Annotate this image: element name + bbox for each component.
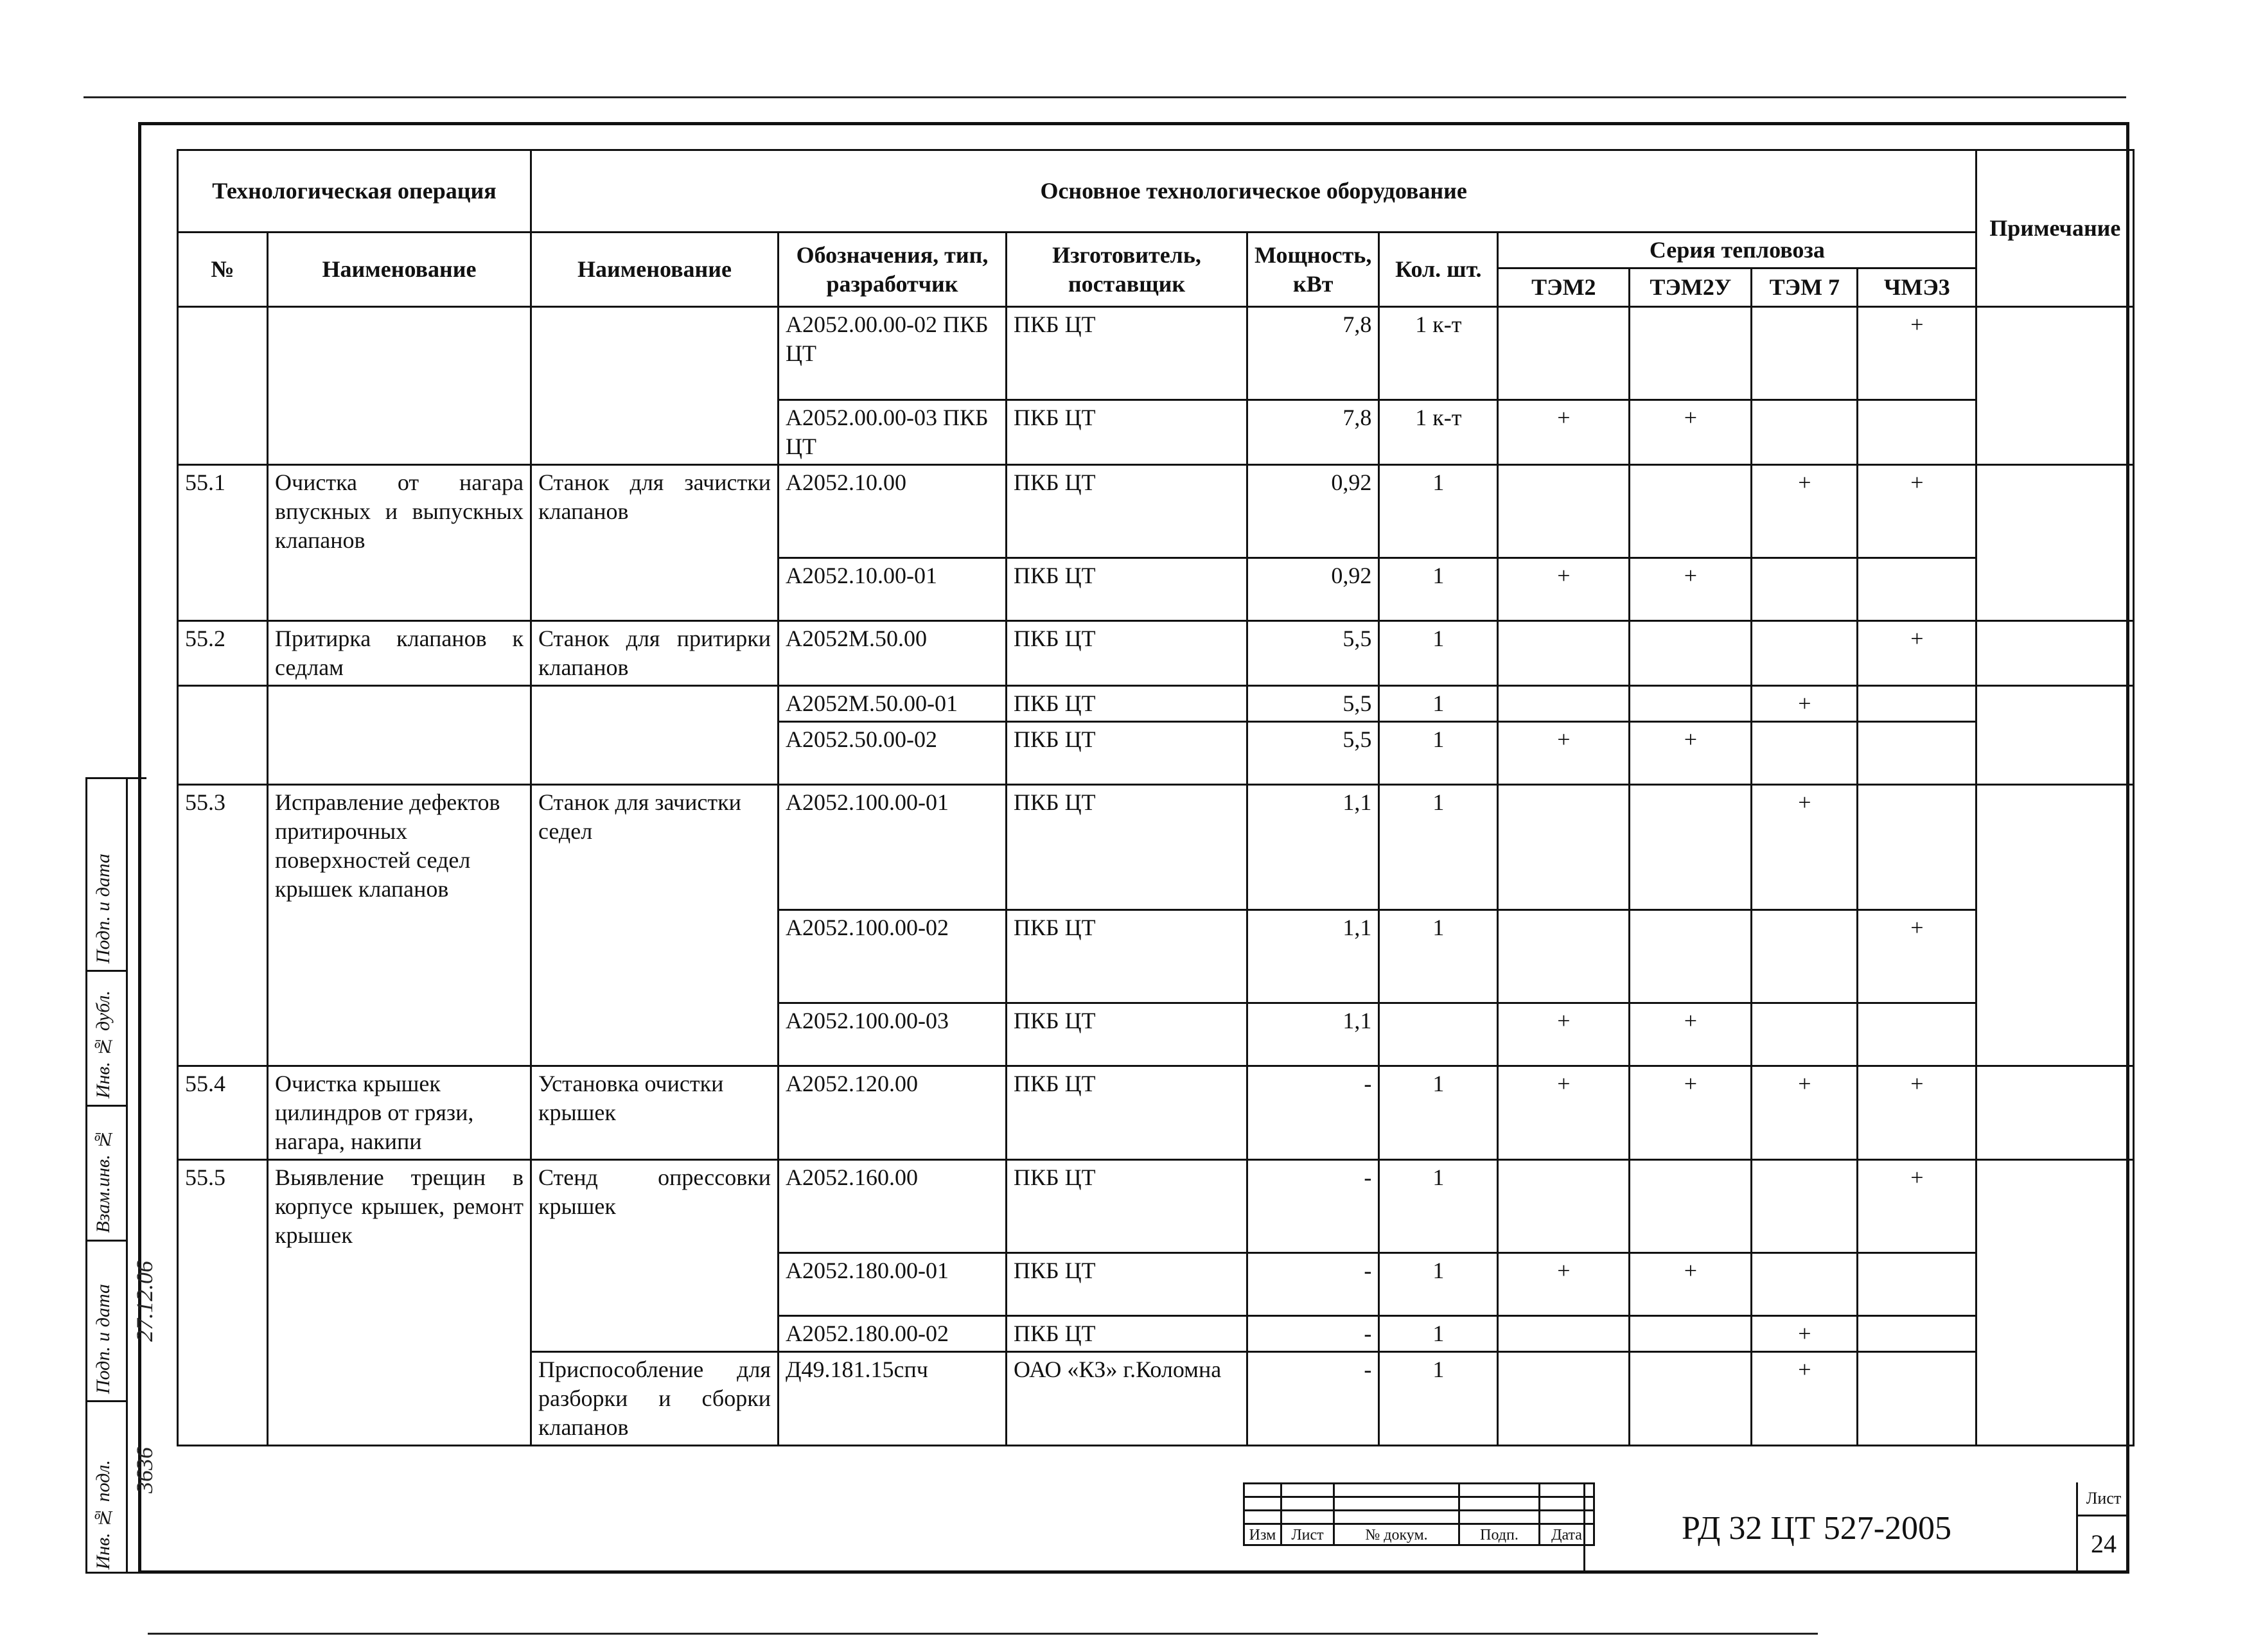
quantity-cell: 1 xyxy=(1379,686,1498,722)
series-mark-cell xyxy=(1498,910,1630,1003)
equipment-cell: Установка очистки крышек xyxy=(531,1066,779,1160)
number-cell: 55.3 xyxy=(178,785,268,1066)
quantity-header: Кол. шт. xyxy=(1379,233,1498,307)
equipment-cell: Станок для зачистки седел xyxy=(531,785,779,1066)
quantity-cell: 1 xyxy=(1379,785,1498,910)
bottom-rule xyxy=(148,1633,1818,1635)
power-cell: - xyxy=(1247,1352,1379,1446)
series-mark-cell: + xyxy=(1630,400,1752,465)
operation-cell xyxy=(268,307,531,465)
equipment-cell: Станок для зачистки клапанов xyxy=(531,465,779,621)
quantity-cell: 1 xyxy=(1379,558,1498,621)
stamp-label-date: Дата xyxy=(1540,1524,1594,1545)
designation-cell: А2052.180.00-02 xyxy=(779,1316,1007,1352)
note-cell xyxy=(1976,1066,2134,1160)
handwritten-date: 27.12.06 xyxy=(132,1261,157,1342)
series-mark-cell: + xyxy=(1498,558,1630,621)
title-block xyxy=(1243,1482,2129,1574)
top-rule xyxy=(84,96,2126,98)
series-mark-cell: + xyxy=(1858,465,1976,558)
designation-cell: А2052.120.00 xyxy=(779,1066,1007,1160)
manufacturer-cell: ПКБ ЦТ xyxy=(1007,558,1247,621)
quantity-cell: 1 xyxy=(1379,465,1498,558)
operation-cell xyxy=(268,686,531,785)
power-cell: 5,5 xyxy=(1247,621,1379,686)
power-header: Мощность, кВт xyxy=(1247,233,1379,307)
manufacturer-cell: ПКБ ЦТ xyxy=(1007,465,1247,558)
series-mark-cell xyxy=(1752,910,1858,1003)
manufacturer-cell: ПКБ ЦТ xyxy=(1007,1316,1247,1352)
equipment-cell: Станок для притирки клапанов xyxy=(531,621,779,686)
power-cell: 1,1 xyxy=(1247,1003,1379,1066)
quantity-cell: 1 xyxy=(1379,621,1498,686)
side-cell-sign-date-top xyxy=(87,779,126,972)
side-label-replace-inventory: Взам.инв. № xyxy=(92,1129,114,1233)
manufacturer-cell: ПКБ ЦТ xyxy=(1007,910,1247,1003)
quantity-cell: 1 xyxy=(1379,1352,1498,1446)
series-mark-cell xyxy=(1752,621,1858,686)
note-cell xyxy=(1976,785,2134,1066)
stamp-label-change: Изм xyxy=(1244,1524,1281,1545)
series-mark-cell xyxy=(1630,307,1752,400)
series-mark-cell xyxy=(1630,785,1752,910)
series-mark-cell: + xyxy=(1630,722,1752,785)
series-mark-cell: + xyxy=(1752,465,1858,558)
series-mark-cell xyxy=(1630,465,1752,558)
designation-cell: А2052.160.00 xyxy=(779,1160,1007,1253)
series-mark-cell: + xyxy=(1858,621,1976,686)
sheet-number: 24 xyxy=(2091,1529,2117,1558)
power-cell: 0,92 xyxy=(1247,465,1379,558)
designation-cell: А2052.100.00-02 xyxy=(779,910,1007,1003)
number-cell: 55.4 xyxy=(178,1066,268,1160)
power-cell: - xyxy=(1247,1066,1379,1160)
manufacturer-cell: ПКБ ЦТ xyxy=(1007,1003,1247,1066)
series-mark-cell: + xyxy=(1630,1003,1752,1066)
series-mark-cell: + xyxy=(1630,1253,1752,1316)
series-mark-cell xyxy=(1630,1352,1752,1446)
series-mark-cell xyxy=(1752,400,1858,465)
quantity-cell: 1 xyxy=(1379,1316,1498,1352)
number-cell xyxy=(178,307,268,465)
series-header: Серия тепловоза xyxy=(1498,233,1976,268)
quantity-cell: 1 xyxy=(1379,1253,1498,1316)
operation-cell: Исправление дефектов притирочных поверхностей седел крышек клапанов xyxy=(268,785,531,1066)
series-mark-cell: + xyxy=(1630,1066,1752,1160)
series-mark-cell: + xyxy=(1752,1352,1858,1446)
table-row xyxy=(178,307,2134,400)
series-mark-cell: + xyxy=(1858,910,1976,1003)
equipment-cell xyxy=(531,686,779,785)
equipment-name-header: Наименование xyxy=(531,233,779,307)
manufacturer-cell: ПКБ ЦТ xyxy=(1007,785,1247,910)
table-row xyxy=(178,785,2134,910)
side-label-sign-date: Подп. и дата xyxy=(92,1283,114,1394)
side-label-original-inventory: Инв. № подл. xyxy=(92,1459,114,1569)
series-mark-cell: + xyxy=(1630,558,1752,621)
stamp-label-sheet: Лист xyxy=(1281,1524,1334,1545)
series-mark-cell xyxy=(1858,1003,1976,1066)
equipment-cell: Приспособление для разборки и сборки клапанов xyxy=(531,1352,779,1446)
series-tem2u-header: ТЭМ2У xyxy=(1630,268,1752,307)
stamp-label-doc-number: № докум. xyxy=(1334,1524,1459,1545)
number-cell: 55.1 xyxy=(178,465,268,621)
series-mark-cell xyxy=(1752,1253,1858,1316)
power-cell: 7,8 xyxy=(1247,307,1379,400)
table-row xyxy=(178,1160,2134,1253)
series-mark-cell xyxy=(1858,558,1976,621)
number-cell: 55.2 xyxy=(178,621,268,686)
handwritten-inventory-number: 3636 xyxy=(132,1447,157,1493)
document-number: РД 32 ЦТ 527-2005 xyxy=(1583,1482,2048,1574)
series-mark-cell: + xyxy=(1858,307,1976,400)
series-mark-cell: + xyxy=(1752,1316,1858,1352)
power-cell: 5,5 xyxy=(1247,722,1379,785)
quantity-cell: 1 xyxy=(1379,722,1498,785)
manufacturer-cell: ПКБ ЦТ xyxy=(1007,722,1247,785)
side-cell-dup-inventory xyxy=(87,972,126,1107)
designation-cell: А2052.50.00-02 xyxy=(779,722,1007,785)
series-mark-cell: + xyxy=(1498,1066,1630,1160)
note-cell xyxy=(1976,1160,2134,1446)
series-mark-cell xyxy=(1858,785,1976,910)
power-cell: - xyxy=(1247,1316,1379,1352)
series-mark-cell xyxy=(1858,400,1976,465)
side-cell-replace-inventory xyxy=(87,1107,126,1242)
manufacturer-cell: ПКБ ЦТ xyxy=(1007,1160,1247,1253)
quantity-cell: 1 к-т xyxy=(1379,400,1498,465)
sheet-box xyxy=(2076,1482,2129,1574)
side-divider xyxy=(126,779,128,1572)
table-row xyxy=(178,621,2134,686)
designation-cell: А2052.100.00-03 xyxy=(779,1003,1007,1066)
side-cell-sign-date xyxy=(87,1242,126,1402)
series-mark-cell xyxy=(1630,1160,1752,1253)
note-header: Примечание xyxy=(1976,150,2134,307)
manufacturer-cell: ПКБ ЦТ xyxy=(1007,307,1247,400)
equipment-cell: Стенд опрессовки крышек xyxy=(531,1160,779,1352)
manufacturer-cell: ПКБ ЦТ xyxy=(1007,1066,1247,1160)
series-mark-cell xyxy=(1752,1160,1858,1253)
designation-cell: А2052.100.00-01 xyxy=(779,785,1007,910)
manufacturer-header: Изготовитель, поставщик xyxy=(1007,233,1247,307)
note-cell xyxy=(1976,307,2134,465)
designation-header: Обозначения, тип, разработчик xyxy=(779,233,1007,307)
side-cell-original-inventory xyxy=(87,1402,126,1576)
series-mark-cell xyxy=(1498,1160,1630,1253)
operation-cell: Притирка клапанов к седлам xyxy=(268,621,531,686)
series-mark-cell xyxy=(1630,910,1752,1003)
power-cell: - xyxy=(1247,1253,1379,1316)
operation-cell: Очистка от нагара впускных и выпускных клапанов xyxy=(268,465,531,621)
manufacturer-cell: ОАО «КЗ» г.Коломна xyxy=(1007,1352,1247,1446)
manufacturer-cell: ПКБ ЦТ xyxy=(1007,400,1247,465)
series-mark-cell xyxy=(1630,1316,1752,1352)
series-mark-cell: + xyxy=(1498,1003,1630,1066)
designation-cell: А2052.00.00-02 ПКБ ЦТ xyxy=(779,307,1007,400)
note-cell xyxy=(1976,465,2134,621)
table-row xyxy=(178,1066,2134,1160)
number-cell xyxy=(178,686,268,785)
series-mark-cell xyxy=(1630,686,1752,722)
power-cell: 1,1 xyxy=(1247,910,1379,1003)
equipment-group-header: Основное технологическое оборудование xyxy=(531,150,1976,233)
series-tem2-header: ТЭМ2 xyxy=(1498,268,1630,307)
series-mark-cell xyxy=(1498,621,1630,686)
designation-cell: Д49.181.15спч xyxy=(779,1352,1007,1446)
note-cell xyxy=(1976,621,2134,686)
series-mark-cell xyxy=(1858,1253,1976,1316)
side-signature-strip xyxy=(85,777,157,1574)
series-mark-cell xyxy=(1858,1316,1976,1352)
series-mark-cell: + xyxy=(1752,785,1858,910)
series-mark-cell xyxy=(1752,722,1858,785)
power-cell: - xyxy=(1247,1160,1379,1253)
series-mark-cell xyxy=(1498,686,1630,722)
power-cell: 5,5 xyxy=(1247,686,1379,722)
series-tem7-header: ТЭМ 7 xyxy=(1752,268,1858,307)
quantity-cell: 1 xyxy=(1379,1160,1498,1253)
side-label-sign-date-top: Подп. и дата xyxy=(92,853,114,963)
series-mark-cell: + xyxy=(1752,686,1858,722)
equipment-table xyxy=(177,149,2135,1446)
equipment-cell xyxy=(531,307,779,465)
operation-name-header: Наименование xyxy=(268,233,531,307)
designation-cell: А2052.00.00-03 ПКБ ЦТ xyxy=(779,400,1007,465)
series-mark-cell: + xyxy=(1752,1066,1858,1160)
designation-cell: А2052.180.00-01 xyxy=(779,1253,1007,1316)
series-mark-cell xyxy=(1498,307,1630,400)
series-mark-cell xyxy=(1858,722,1976,785)
table-row xyxy=(178,465,2134,558)
manufacturer-cell: ПКБ ЦТ xyxy=(1007,1253,1247,1316)
power-cell: 7,8 xyxy=(1247,400,1379,465)
quantity-cell: 1 xyxy=(1379,1066,1498,1160)
series-mark-cell: + xyxy=(1858,1160,1976,1253)
designation-cell: А2052.10.00 xyxy=(779,465,1007,558)
number-header: № xyxy=(178,233,268,307)
series-mark-cell: + xyxy=(1498,1253,1630,1316)
designation-cell: А2052.10.00-01 xyxy=(779,558,1007,621)
series-mark-cell xyxy=(1630,621,1752,686)
quantity-cell: 1 к-т xyxy=(1379,307,1498,400)
series-mark-cell xyxy=(1498,1352,1630,1446)
series-mark-cell: + xyxy=(1858,1066,1976,1160)
number-cell: 55.5 xyxy=(178,1160,268,1446)
series-mark-cell xyxy=(1498,465,1630,558)
operation-cell: Очистка крышек цилиндров от грязи, нагара, накипи xyxy=(268,1066,531,1160)
designation-cell: А2052М.50.00-01 xyxy=(779,686,1007,722)
series-mark-cell xyxy=(1858,686,1976,722)
power-cell: 1,1 xyxy=(1247,785,1379,910)
series-mark-cell xyxy=(1752,307,1858,400)
sheet-label: Лист xyxy=(2078,1482,2129,1516)
manufacturer-cell: ПКБ ЦТ xyxy=(1007,621,1247,686)
series-mark-cell xyxy=(1498,785,1630,910)
series-mark-cell xyxy=(1498,1316,1630,1352)
designation-cell: А2052М.50.00 xyxy=(779,621,1007,686)
table-row xyxy=(178,686,2134,722)
side-label-dup-inventory: Инв. № дубл. xyxy=(92,990,114,1098)
series-mark-cell: + xyxy=(1498,722,1630,785)
quantity-cell xyxy=(1379,1003,1498,1066)
revision-grid xyxy=(1243,1482,1595,1546)
quantity-cell: 1 xyxy=(1379,910,1498,1003)
note-cell xyxy=(1976,686,2134,785)
series-mark-cell xyxy=(1752,558,1858,621)
stamp-label-signature: Подп. xyxy=(1459,1524,1540,1545)
operation-group-header: Технологическая операция xyxy=(178,150,531,233)
operation-cell: Выявление трещин в корпусе крышек, ремонт крышек xyxy=(268,1160,531,1446)
power-cell: 0,92 xyxy=(1247,558,1379,621)
series-mark-cell xyxy=(1752,1003,1858,1066)
series-mark-cell: + xyxy=(1498,400,1630,465)
manufacturer-cell: ПКБ ЦТ xyxy=(1007,686,1247,722)
series-mark-cell xyxy=(1858,1352,1976,1446)
series-chme3-header: ЧМЭ3 xyxy=(1858,268,1976,307)
